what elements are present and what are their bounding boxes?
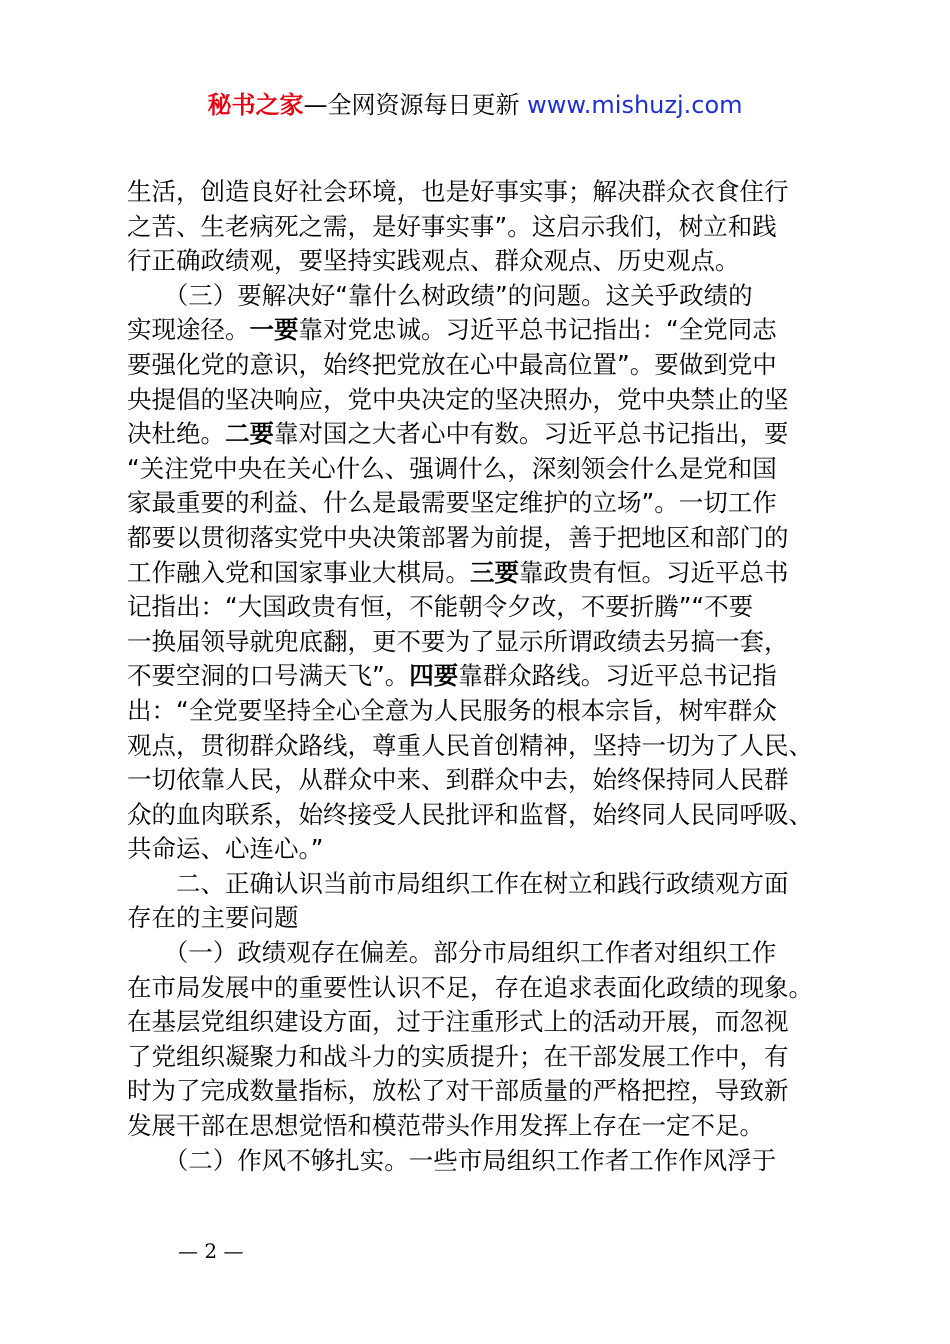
- text-segment: “关注党中央在关心什么、强调什么，深刻领会什么是党和国: [127, 453, 777, 483]
- text-line: [127, 832, 847, 867]
- text-line: [127, 971, 847, 1006]
- text-segment: 出：“全党要坚持全心全意为人民服务的根本宗旨，树牢群众: [127, 695, 777, 725]
- text-segment: 要强化党的意识，始终把党放在心中最高位置”。要做到党中: [127, 349, 777, 379]
- text-segment: 都要以贯彻落实党中央决策部署为前提，善于把地区和部门的: [127, 522, 789, 552]
- text-segment: 决杜绝。: [127, 419, 225, 449]
- brand-name: 秘书之家: [207, 91, 304, 119]
- bold-text-segment: 四要: [409, 661, 459, 691]
- text-line: [127, 867, 847, 902]
- text-line: [127, 659, 847, 694]
- text-segment: 观点，贯彻群众路线，尊重人民首创精神，坚持一切为了人民、: [127, 730, 813, 760]
- document-body: [127, 175, 847, 1178]
- text-line: [127, 901, 847, 936]
- text-line: [127, 452, 847, 487]
- text-segment: （二）作风不够扎实。一些市局组织工作者工作作风浮于: [127, 1145, 777, 1175]
- text-segment: 行正确政绩观，要坚持实践观点、群众观点、历史观点。: [127, 246, 740, 276]
- text-line: [127, 763, 847, 798]
- text-line: [127, 521, 847, 556]
- text-line: [127, 348, 847, 383]
- text-segment: 记指出：“大国政贵有恒，不能朝令夕改，不要折腾”“不要: [127, 592, 754, 622]
- text-segment: 了党组织凝聚力和战斗力的实质提升；在干部发展工作中，有: [127, 1041, 789, 1071]
- text-segment: 发展干部在思想觉悟和模范带头作用发挥上存在一定不足。: [127, 1111, 764, 1141]
- text-segment: 靠群众路线。习近平总书记指: [458, 661, 777, 691]
- text-line: [127, 729, 847, 764]
- text-segment: 在市局发展中的重要性认识不足，存在追求表面化政绩的现象。: [127, 972, 813, 1002]
- text-segment: （三）要解决好“靠什么树政绩”的问题。这关乎政绩的: [127, 280, 753, 310]
- text-segment: 众的血肉联系，始终接受人民批评和监督，始终同人民同呼吸、: [127, 799, 813, 829]
- bold-text-segment: 二要: [225, 419, 274, 449]
- text-segment: 靠对国之大者心中有数。习近平总书记指出，要: [274, 419, 789, 449]
- bold-text-segment: 一要: [249, 315, 299, 345]
- text-segment: 二、正确认识当前市局组织工作在树立和践行政绩观方面: [127, 868, 789, 898]
- text-line: [127, 1005, 847, 1040]
- text-segment: 在基层党组织建设方面，过于注重形式上的活动开展，而忽视: [127, 1007, 789, 1037]
- bold-text-segment: 三要: [470, 557, 519, 587]
- text-line: [127, 210, 847, 245]
- text-line: [127, 279, 847, 314]
- text-line: [127, 556, 847, 591]
- text-segment: （一）政绩观存在偏差。部分市局组织工作者对组织工作: [127, 938, 777, 968]
- text-segment: 存在的主要问题: [127, 903, 299, 933]
- text-segment: 家最重要的利益、什么是最需要坚定维护的立场”。一切工作: [127, 488, 777, 518]
- text-segment: 时为了完成数量指标，放松了对干部质量的严格把控，导致新: [127, 1076, 789, 1106]
- header-slogan: —全网资源每日更新: [303, 91, 528, 119]
- text-segment: 靠对党忠诚。习近平总书记指出：“全党同志: [298, 315, 777, 345]
- text-line: [127, 625, 847, 660]
- text-segment: 不要空洞的口号满天飞”。: [127, 661, 410, 691]
- text-line: [127, 244, 847, 279]
- page-number: — 2 —: [178, 1239, 244, 1263]
- text-line: [127, 175, 847, 210]
- text-line: [127, 313, 847, 348]
- text-line: [127, 936, 847, 971]
- text-segment: 之苦、生老病死之需，是好事实事”。这启示我们，树立和践: [127, 211, 777, 241]
- text-segment: 生活，创造良好社会环境，也是好事实事；解决群众衣食住行: [127, 177, 789, 206]
- site-url-link[interactable]: www.mishuzj.com: [527, 91, 743, 119]
- text-line: [127, 694, 847, 729]
- text-segment: 一换届领导就兜底翻，更不要为了显示所谓政绩去另搞一套，: [127, 626, 789, 656]
- text-segment: 工作融入党和国家事业大棋局。: [127, 557, 470, 587]
- text-segment: 靠政贵有恒。习近平总书: [519, 557, 789, 587]
- text-line: [127, 590, 847, 625]
- site-header: [0, 88, 950, 122]
- text-line: [127, 1040, 847, 1075]
- text-segment: 一切依靠人民，从群众中来、到群众中去，始终保持同人民群: [127, 765, 789, 795]
- text-line: [127, 383, 847, 418]
- text-line: [127, 1144, 847, 1179]
- text-segment: 实现途径。: [127, 315, 250, 345]
- text-line: [127, 1109, 847, 1144]
- text-line: [127, 1074, 847, 1109]
- text-line: [127, 798, 847, 833]
- text-segment: 央提倡的坚决响应，党中央决定的坚决照办，党中央禁止的坚: [127, 384, 789, 414]
- text-line: [127, 486, 847, 521]
- text-segment: 共命运、心连心。”: [127, 834, 324, 864]
- text-line: [127, 417, 847, 452]
